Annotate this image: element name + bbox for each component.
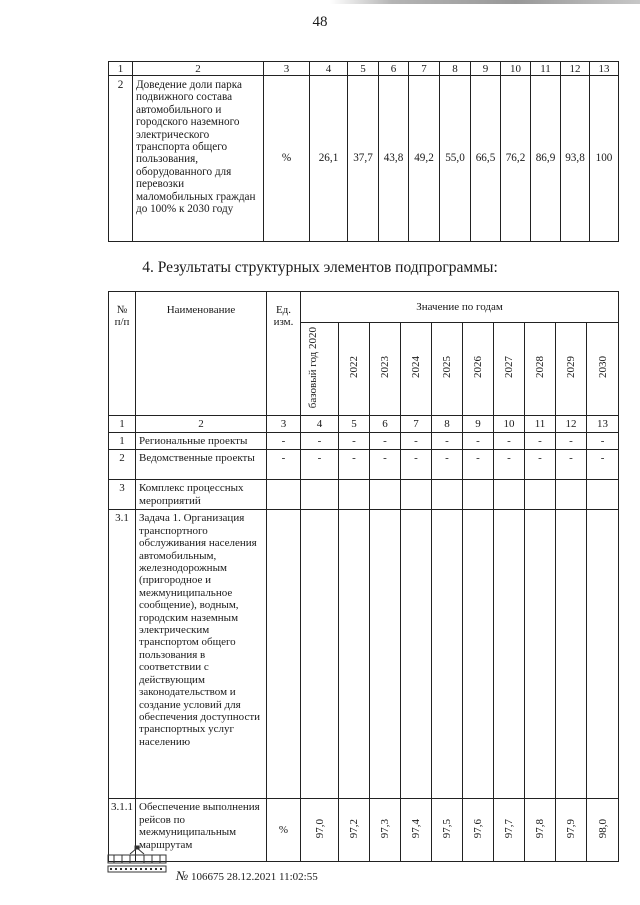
col-number: 7 [409, 62, 440, 76]
value-cell: 37,7 [348, 76, 379, 242]
row-number: 3.1.1 [109, 799, 136, 862]
row-number: 2 [109, 450, 136, 480]
row-number: 1 [109, 433, 136, 450]
page-number: 48 [312, 14, 328, 30]
col-number: 5 [339, 416, 370, 433]
col-number: 1 [109, 62, 133, 76]
header-years-group: Значение по годам [301, 292, 619, 323]
year-header: 2027 [494, 323, 525, 416]
registration-stamp [176, 868, 318, 884]
table-row [109, 799, 619, 862]
value-cell: - [556, 433, 587, 450]
col-number: 12 [556, 416, 587, 433]
number-sign: № [176, 868, 189, 883]
row-name: Задача 1. Организация транспортного обслуживания населения автомобильным, железнодорожным (пригородное и межмуниципальное сообщение), водным, городским наземным электрическим транспортом общего пользования в соответствии с действующим законодательством и создание условий для обеспечения доступности транспортных услуг населению [136, 510, 267, 799]
value-cell: 93,8 [561, 76, 590, 242]
year-header: 2028 [525, 323, 556, 416]
value-cell: 97,8 [525, 799, 556, 862]
value-cell [401, 480, 432, 510]
value-cell: 26,1 [310, 76, 348, 242]
value-cell: - [339, 450, 370, 480]
value-cell [339, 480, 370, 510]
row-number: 2 [109, 76, 133, 242]
value-cell: - [432, 450, 463, 480]
value-cell: 43,8 [379, 76, 409, 242]
value-cell: 55,0 [440, 76, 471, 242]
value-cell: 97,9 [556, 799, 587, 862]
col-number: 9 [463, 416, 494, 433]
year-header: 2024 [401, 323, 432, 416]
value-cell: - [525, 450, 556, 480]
col-number: 7 [401, 416, 432, 433]
col-number: 13 [587, 416, 619, 433]
value-cell [494, 480, 525, 510]
col-number: 4 [301, 416, 339, 433]
header-name: Наименование [136, 292, 267, 416]
col-number: 10 [494, 416, 525, 433]
value-cell: - [463, 450, 494, 480]
value-cell [432, 510, 463, 799]
indicator-name: Доведение доли парка подвижного состава автомобильного и городского наземного электрического транспорта общего пользования, оборудованного для перевозки маломобильных граждан до 100% к 2030 году [133, 76, 264, 242]
value-cell [401, 510, 432, 799]
col-number: 6 [379, 62, 409, 76]
row-number: 3 [109, 480, 136, 510]
header-row [109, 292, 619, 323]
value-cell [587, 480, 619, 510]
scan-edge-mark [330, 0, 640, 4]
col-number: 2 [136, 416, 267, 433]
value-cell: 97,4 [401, 799, 432, 862]
value-cell: - [401, 450, 432, 480]
table-row [109, 450, 619, 480]
row-name: Региональные проекты [136, 433, 267, 450]
col-number: 3 [267, 416, 301, 433]
value-cell: 66,5 [471, 76, 501, 242]
government-building-stamp-icon [106, 845, 168, 875]
col-number: 8 [440, 62, 471, 76]
header-number: № п/п [109, 292, 136, 416]
value-cell [525, 480, 556, 510]
value-cell [587, 510, 619, 799]
col-number: 8 [432, 416, 463, 433]
value-cell: 86,9 [531, 76, 561, 242]
section-title: 4. Результаты структурных элементов подпрограммы: [142, 259, 498, 276]
unit-cell: - [267, 450, 301, 480]
col-number: 11 [531, 62, 561, 76]
registration-text: 106675 28.12.2021 11:02:55 [191, 871, 318, 883]
value-cell: - [494, 450, 525, 480]
year-header: 2025 [432, 323, 463, 416]
indicator-table [108, 61, 619, 242]
value-cell: 76,2 [501, 76, 531, 242]
col-number: 12 [561, 62, 590, 76]
value-cell: - [587, 450, 619, 480]
year-header: базовый год 2020 [301, 323, 339, 416]
unit-cell: % [264, 76, 310, 242]
column-number-row [109, 62, 619, 76]
value-cell: - [339, 433, 370, 450]
value-cell: 97,7 [494, 799, 525, 862]
value-cell: 97,2 [339, 799, 370, 862]
year-header: 2030 [587, 323, 619, 416]
value-cell: 97,6 [463, 799, 494, 862]
value-cell: 97,5 [432, 799, 463, 862]
value-cell: - [401, 433, 432, 450]
col-number: 1 [109, 416, 136, 433]
value-cell [339, 510, 370, 799]
col-number: 10 [501, 62, 531, 76]
value-cell: - [301, 450, 339, 480]
value-cell [463, 480, 494, 510]
value-cell [556, 510, 587, 799]
year-header: 2022 [339, 323, 370, 416]
unit-cell: % [267, 799, 301, 862]
col-number: 2 [133, 62, 264, 76]
col-number: 5 [348, 62, 379, 76]
value-cell: - [370, 433, 401, 450]
value-cell: - [301, 433, 339, 450]
value-cell: - [370, 450, 401, 480]
value-cell [494, 510, 525, 799]
row-name: Комплекс процессных мероприятий [136, 480, 267, 510]
year-header: 2029 [556, 323, 587, 416]
value-cell [432, 480, 463, 510]
value-cell: 97,0 [301, 799, 339, 862]
col-number: 6 [370, 416, 401, 433]
table-row [109, 433, 619, 450]
value-cell [301, 510, 339, 799]
value-cell: - [556, 450, 587, 480]
unit-cell: - [267, 433, 301, 450]
table-row [109, 76, 619, 242]
value-cell [301, 480, 339, 510]
value-cell: - [432, 433, 463, 450]
col-number: 11 [525, 416, 556, 433]
table-row [109, 510, 619, 799]
value-cell [370, 480, 401, 510]
col-number: 9 [471, 62, 501, 76]
value-cell [556, 480, 587, 510]
value-cell: - [525, 433, 556, 450]
col-number: 13 [590, 62, 619, 76]
value-cell: - [587, 433, 619, 450]
value-cell: 100 [590, 76, 619, 242]
column-number-row [109, 416, 619, 433]
unit-cell [267, 480, 301, 510]
results-table [108, 291, 619, 862]
year-header: 2023 [370, 323, 401, 416]
value-cell: - [494, 433, 525, 450]
header-unit: Ед. изм. [267, 292, 301, 416]
value-cell: 97,3 [370, 799, 401, 862]
unit-cell [267, 510, 301, 799]
value-cell: 98,0 [587, 799, 619, 862]
col-number: 4 [310, 62, 348, 76]
row-number: 3.1 [109, 510, 136, 799]
row-name: Обеспечение выполнения рейсов по межмуниципальным маршрутам [136, 799, 267, 862]
value-cell [370, 510, 401, 799]
year-header: 2026 [463, 323, 494, 416]
value-cell: 49,2 [409, 76, 440, 242]
table-row [109, 480, 619, 510]
value-cell [463, 510, 494, 799]
value-cell [525, 510, 556, 799]
value-cell: - [463, 433, 494, 450]
col-number: 3 [264, 62, 310, 76]
row-name: Ведомственные проекты [136, 450, 267, 480]
